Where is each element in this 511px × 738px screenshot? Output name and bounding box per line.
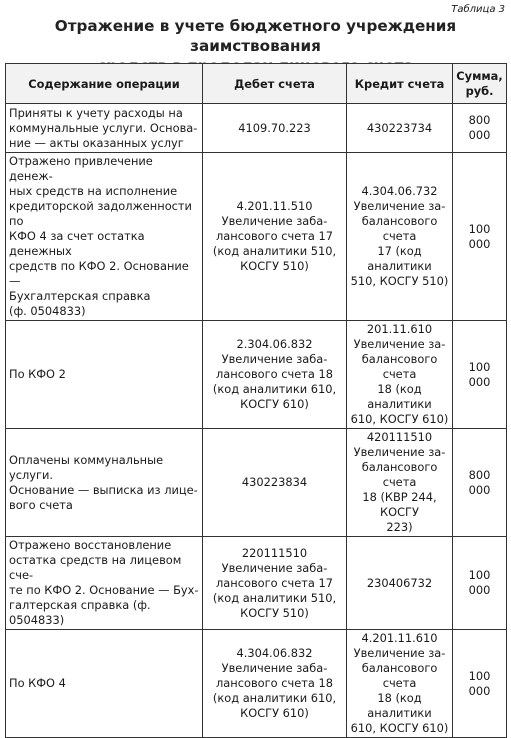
sum-cell: 100 000 <box>453 537 507 630</box>
cell-line: Оплачены коммунальные услуги. <box>9 452 164 482</box>
cell-line: Отражено привлечение денеж- <box>9 154 153 183</box>
cell-line: (код аналитики 610, <box>212 382 337 396</box>
cell-line: Увеличение заба- <box>221 214 328 228</box>
sum-cell: 100 000 <box>453 321 507 429</box>
cell-line: Увеличение за- <box>353 646 446 660</box>
header-row <box>6 64 507 104</box>
cell-line: 610, КОСГУ 610) <box>350 412 449 426</box>
cell-line: КОСГУ 610) <box>240 706 309 720</box>
cell-line: остатка средств на лицевом сче- <box>9 553 182 582</box>
cell-line: 4109.70.223 <box>238 120 311 135</box>
cell-line: (ф. 0504833) <box>9 304 86 318</box>
credit-cell <box>347 104 453 153</box>
cell-line: 18 (код аналитики <box>367 691 432 720</box>
cell-line: коммунальные услуги. Основа- <box>9 120 198 135</box>
cell-line: КФО 4 за счет остатка денежных <box>9 229 145 258</box>
debit-cell <box>203 153 347 321</box>
cell-line: Увеличение заба- <box>221 352 328 366</box>
cell-line: 510, КОСГУ 510) <box>350 274 449 288</box>
cell-line: 230406732 <box>366 575 433 590</box>
cell-line: (код аналитики 510, <box>212 590 337 605</box>
cell-line: 2.304.06.832 <box>236 337 313 351</box>
credit-cell <box>347 153 453 321</box>
cell-line: средств по КФО 2. Основание — <box>9 259 189 288</box>
header-debit: Дебет счета <box>203 64 347 104</box>
cell-line: 610, КОСГУ 610) <box>350 721 449 735</box>
cell-line: КОСГУ 610) <box>240 397 309 411</box>
cell-line: балансового счета <box>361 460 438 489</box>
title-line: Отражение в учете бюджетного учреждения заимствования <box>54 17 457 55</box>
cell-line: 220111510 <box>241 545 308 560</box>
cell-line: галтерская справка (ф. 0504833) <box>9 598 151 627</box>
cell-line: Основание — выписка из лице- <box>9 482 198 497</box>
cell-line: Отражено восстановление <box>9 538 172 552</box>
debit-cell <box>203 537 347 630</box>
cell-line: лансового счета 17 <box>216 575 333 590</box>
cell-line: Увеличение за- <box>353 199 446 213</box>
debit-cell <box>203 429 347 537</box>
cell-line: кредиторской задолженности по <box>9 199 192 228</box>
cell-line: балансового счета <box>361 661 438 690</box>
table-row <box>6 321 507 429</box>
cell-line: лансового счета 17 <box>216 229 333 243</box>
cell-line: 17 (код аналитики <box>367 244 432 273</box>
cell-line: (код аналитики 510, <box>212 244 337 258</box>
cell-line: КОСГУ 510) <box>240 605 309 620</box>
credit-cell <box>347 429 453 537</box>
cell-line: 201.11.610 <box>366 322 433 336</box>
credit-cell <box>347 630 453 738</box>
cell-line: те по КФО 2. Основание — Бух- <box>9 583 199 597</box>
sum-cell: 100 000 <box>453 630 507 738</box>
table-row <box>6 429 507 537</box>
operation-cell <box>6 630 203 738</box>
cell-line: вого счета <box>9 497 73 512</box>
operation-cell <box>6 153 203 321</box>
table-row <box>6 153 507 321</box>
cell-line: лансового счета 18 <box>216 367 333 381</box>
debit-cell <box>203 630 347 738</box>
cell-line: Увеличение за- <box>353 445 446 459</box>
ledger-table <box>5 63 507 738</box>
debit-cell <box>203 321 347 429</box>
cell-line: Увеличение за- <box>353 337 446 351</box>
cell-line: 4.304.06.732 <box>361 184 438 198</box>
table-row <box>6 537 507 630</box>
cell-line: Бухгалтерская справка <box>9 289 151 303</box>
cell-line: 18 (код аналитики <box>367 382 432 411</box>
cell-line: Приняты к учету расходы на <box>9 105 183 120</box>
operation-cell <box>6 321 203 429</box>
cell-line: балансового счета <box>361 214 438 243</box>
cell-line: 18 (КВР 244, КОСГУ <box>362 490 437 519</box>
header-sum: Сумма, руб. <box>453 64 507 104</box>
header-credit: Кредит счета <box>347 64 453 104</box>
table-number: Таблица 3 <box>451 4 505 15</box>
cell-line: По КФО 4 <box>9 676 66 690</box>
table-row <box>6 104 507 153</box>
credit-cell <box>347 537 453 630</box>
operation-cell <box>6 537 203 630</box>
cell-line: 420111510 <box>366 430 433 444</box>
credit-cell <box>347 321 453 429</box>
debit-cell <box>203 104 347 153</box>
sum-cell: 800 000 <box>453 104 507 153</box>
operation-cell <box>6 104 203 153</box>
cell-line: Увеличение заба- <box>221 560 328 575</box>
cell-line: По КФО 2 <box>9 367 66 381</box>
cell-line: 4.201.11.510 <box>236 199 313 213</box>
cell-line: лансового счета 18 <box>216 676 333 690</box>
cell-line: 223) <box>386 520 413 534</box>
cell-line: ных средств на исполнение <box>9 184 178 198</box>
table-row <box>6 630 507 738</box>
sum-cell: 800 000 <box>453 429 507 537</box>
cell-line: Увеличение заба- <box>221 661 328 675</box>
sum-cell: 100 000 <box>453 153 507 321</box>
cell-line: 4.304.06.832 <box>236 646 313 660</box>
cell-line: (код аналитики 610, <box>212 691 337 705</box>
header-operation: Содержание операции <box>6 64 203 104</box>
cell-line: 430223734 <box>366 120 433 135</box>
cell-line: 430223834 <box>241 475 308 489</box>
cell-line: балансового счета <box>361 352 438 381</box>
cell-line: ние — акты оказанных услуг <box>9 135 184 150</box>
cell-line: КОСГУ 510) <box>240 259 309 273</box>
cell-line: 4.201.11.610 <box>361 631 438 645</box>
operation-cell <box>6 429 203 537</box>
